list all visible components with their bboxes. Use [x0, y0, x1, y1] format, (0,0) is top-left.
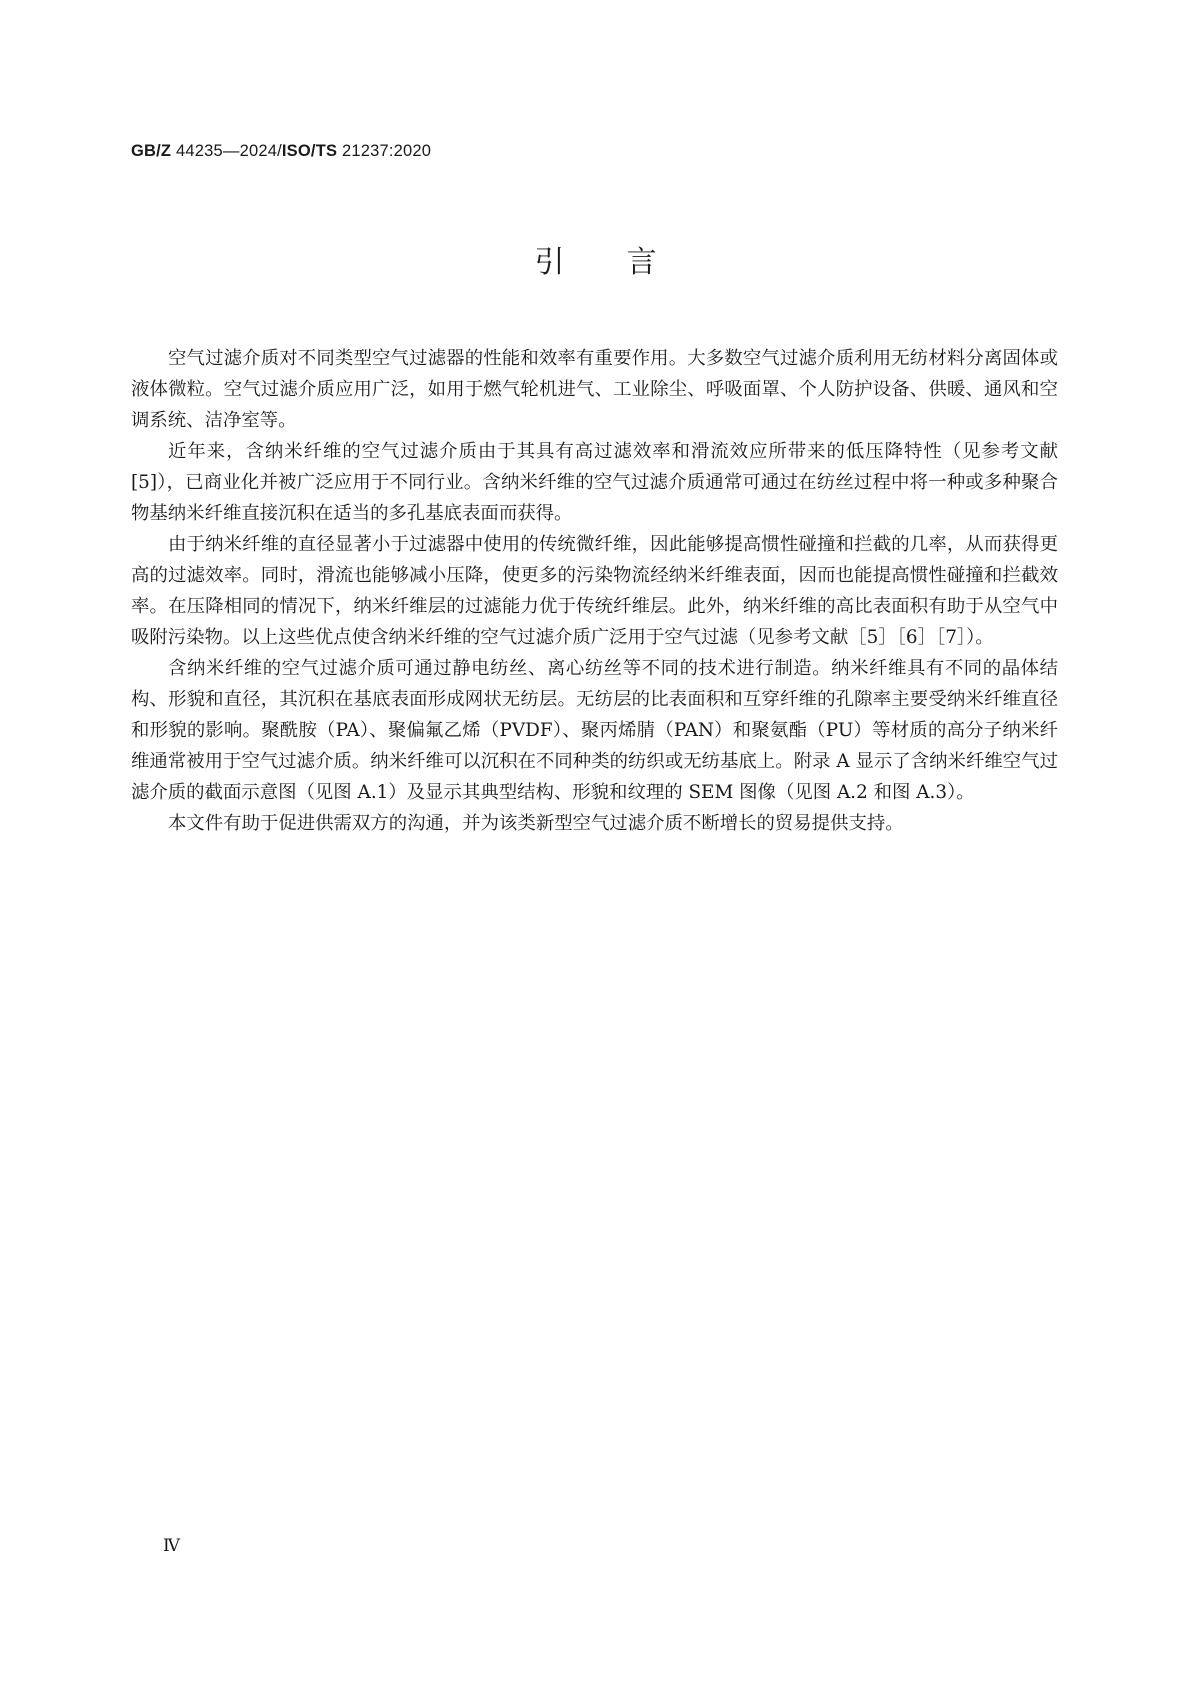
code-iso-number: 21237:2020: [337, 142, 432, 160]
page-number: Ⅳ: [163, 1536, 180, 1556]
code-gb: GB/Z: [131, 142, 172, 160]
paragraph-4: 含纳米纤维的空气过滤介质可通过静电纺丝、离心纺丝等不同的技术进行制造。纳米纤维具有不同的晶体结构、形貌和直径，其沉积在基底表面形成网状无纺层。无纺层的比表面积和互穿纤维的孔隙率主要受纳米纤维直径和形貌的影响。聚酰胺（PA）、聚偏氟乙烯（PVDF）、聚丙烯腈（PAN）和聚氨酯（PU）等材质的高分子纳米纤维通常被用于空气过滤介质。纳米纤维可以沉积在不同种类的纺织或无纺基底上。附录 A 显示了含纳米纤维空气过滤介质的截面示意图（见图 A.1）及显示其典型结构、形貌和纹理的 SEM 图像（见图 A.2 和图 A.3）。: [131, 658, 1058, 803]
page-title: 引言: [534, 245, 719, 280]
code-number: 44235—2024/: [171, 142, 282, 160]
paragraph-2: 近年来，含纳米纤维的空气过滤介质由于其具有高过滤效率和滑流效应所带来的低压降特性（见参考文献[5]），已商业化并被广泛应用于不同行业。含纳米纤维的空气过滤介质通常可通过在纺丝过程中将一种或多种聚合物基纳米纤维直接沉积在适当的多孔基底表面而获得。: [131, 441, 1058, 524]
paragraph-1: 空气过滤介质对不同类型空气过滤器的性能和效率有重要作用。大多数空气过滤介质利用无纺材料分离固体或液体微粒。空气过滤介质应用广泛，如用于燃气轮机进气、工业除尘、呼吸面罩、个人防护设备、供暖、通风和空调系统、洁净室等。: [131, 348, 1058, 431]
document-code: [131, 142, 431, 161]
code-iso: ISO/TS: [281, 142, 338, 160]
body-text: [131, 343, 1058, 839]
paragraph-3: 由于纳米纤维的直径显著小于过滤器中使用的传统微纤维，因此能够提高惯性碰撞和拦截的几率，从而获得更高的过滤效率。同时，滑流也能够减小压降，使更多的污染物流经纳米纤维表面，因而也能提高惯性碰撞和拦截效率。在压降相同的情况下，纳米纤维层的过滤能力优于传统纤维层。此外，纳米纤维的高比表面积有助于从空气中吸附污染物。以上这些优点使含纳米纤维的空气过滤介质广泛用于空气过滤（见参考文献［5］［6］［7］）。: [131, 534, 1058, 648]
paragraph-5: 本文件有助于促进供需双方的沟通，并为该类新型空气过滤介质不断增长的贸易提供支持。: [168, 813, 904, 834]
